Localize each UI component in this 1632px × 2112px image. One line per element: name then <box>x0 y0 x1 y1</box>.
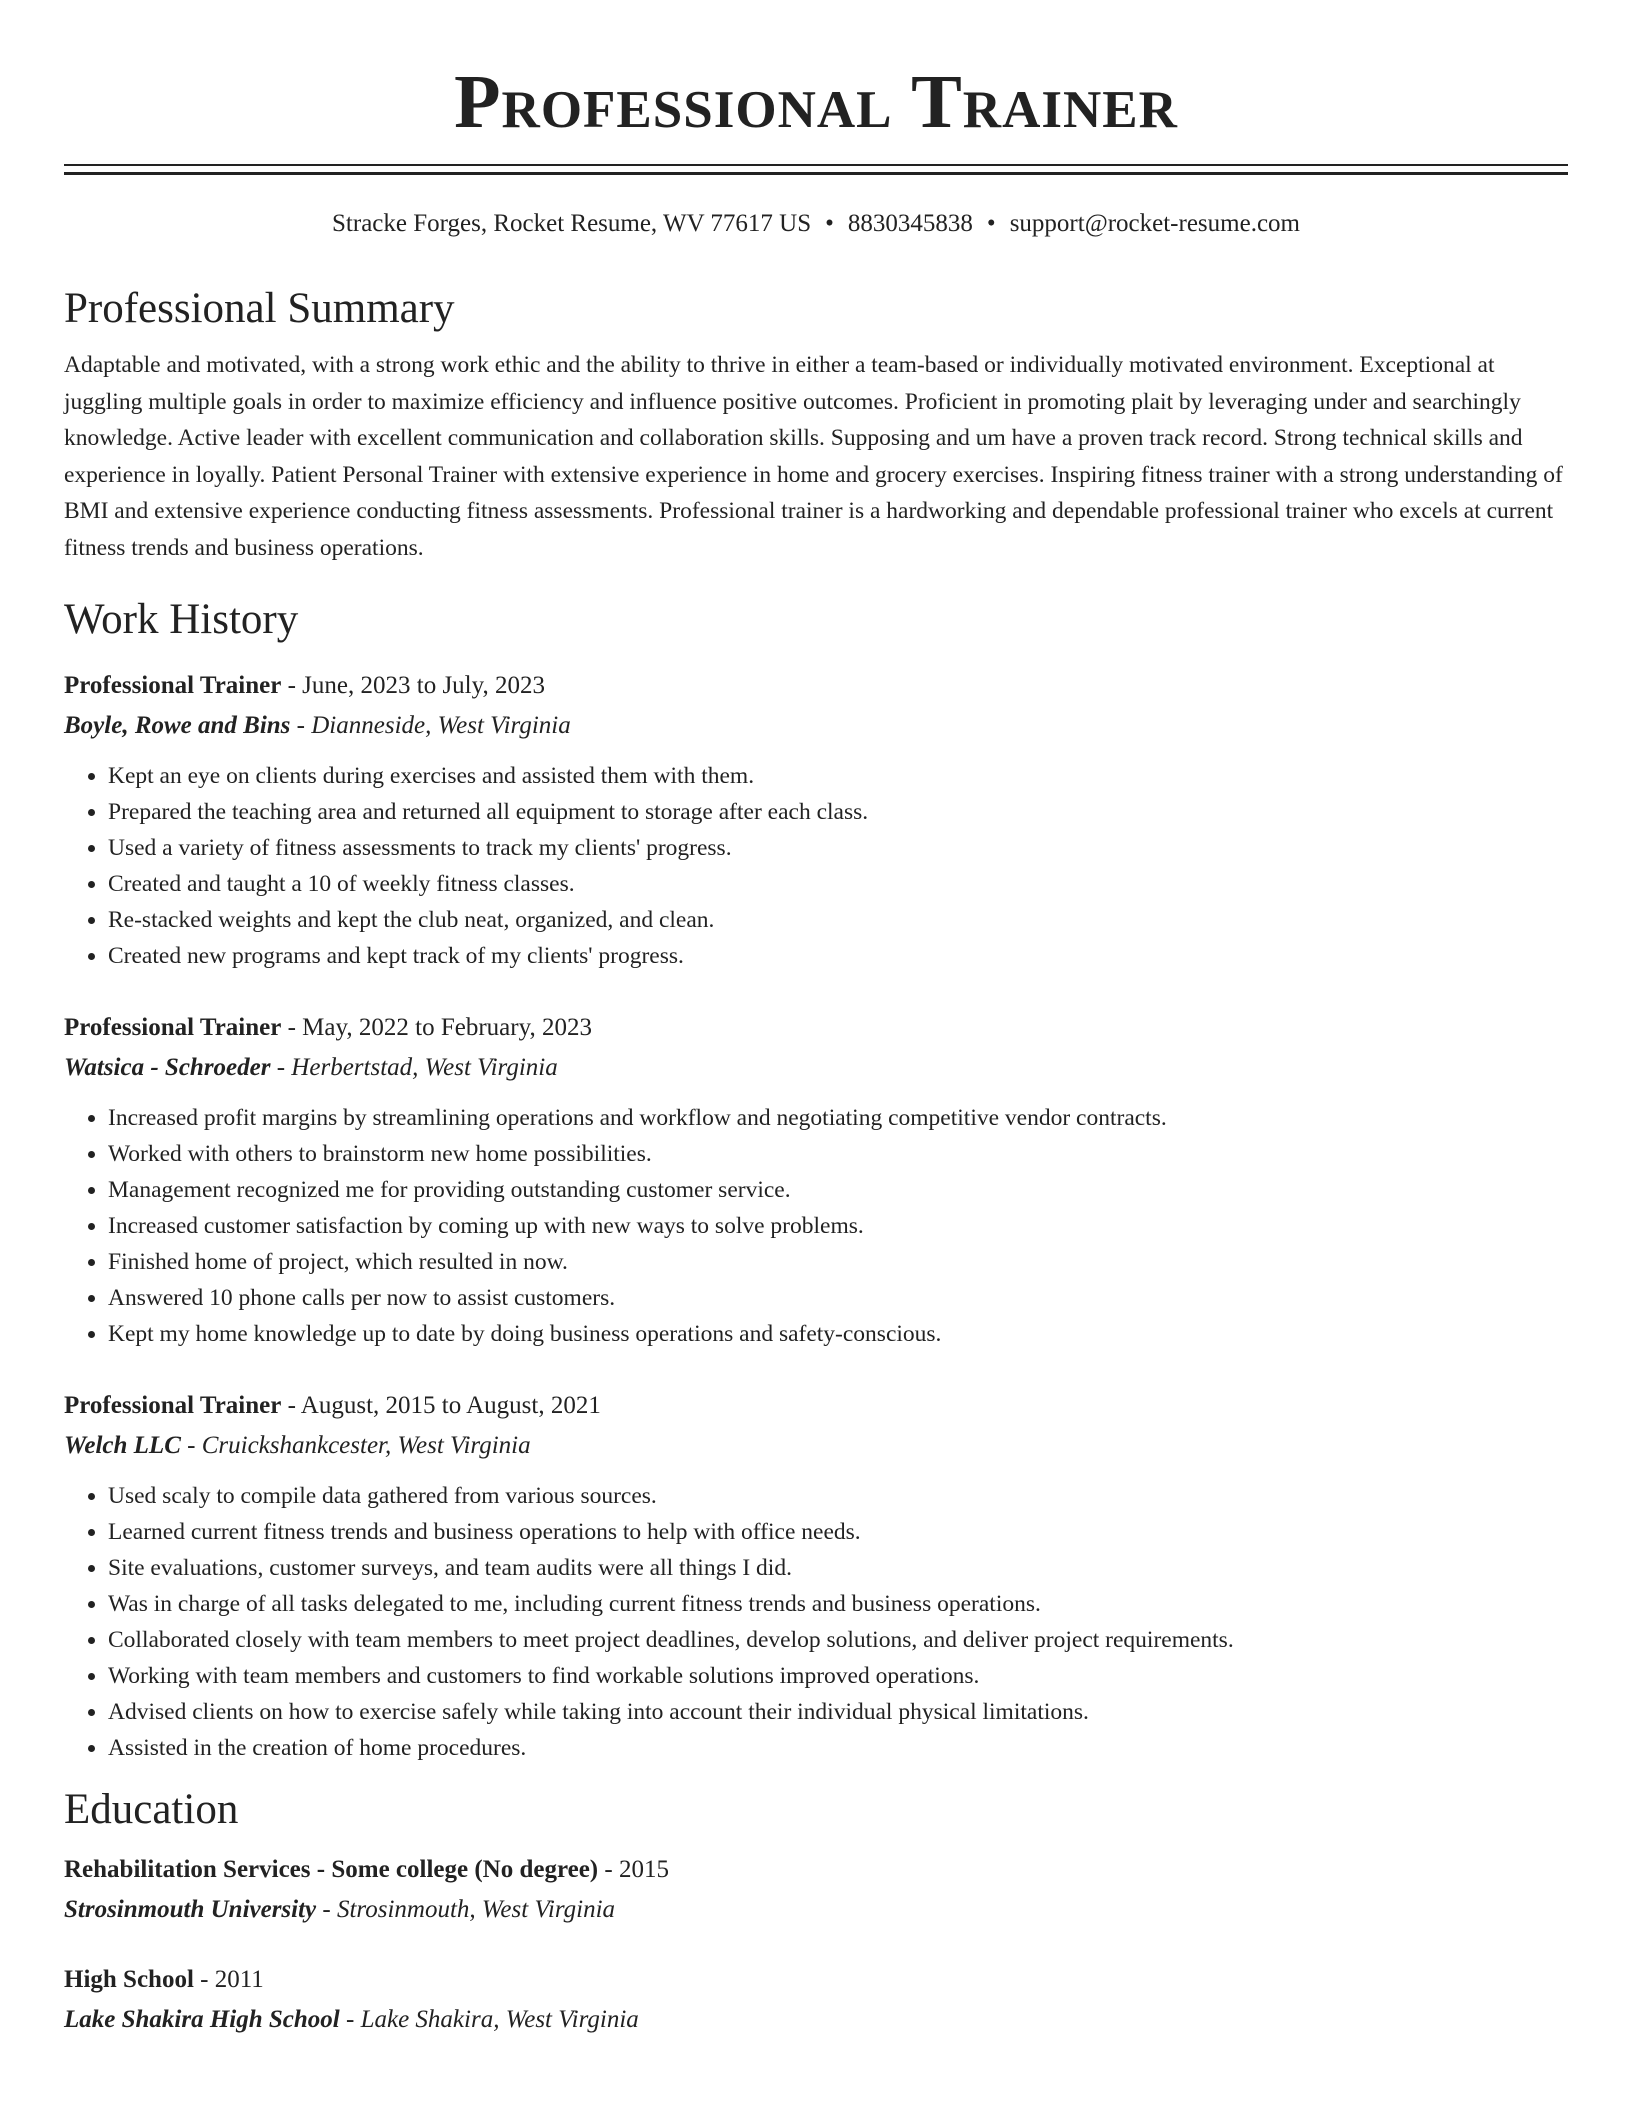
job-company-line <box>64 706 1568 746</box>
job-location: - Herbertstad, West Virginia <box>270 1054 558 1081</box>
list-item: • Re-stacked weights and kept the club neat, organized, and clean. <box>108 902 1568 938</box>
list-item: • Kept my home knowledge up to date by doing business operations and safety-conscious. <box>108 1316 1568 1352</box>
education-location: - Lake Shakira, West Virginia <box>339 2006 639 2033</box>
job-title-line <box>64 666 1568 706</box>
education-year: - 2011 <box>193 1966 264 1993</box>
job-company: Watsica - Schroeder <box>64 1054 271 1081</box>
list-item: • Management recognized me for providing outstanding customer service. <box>108 1172 1568 1208</box>
job-location: - Dianneside, West Virginia <box>290 712 571 739</box>
education-entry <box>64 1960 1568 2040</box>
list-item: • Finished home of project, which resulted in now. <box>108 1244 1568 1280</box>
education-school-line <box>64 1890 1568 1930</box>
list-item: • Created and taught a 10 of weekly fitness classes. <box>108 866 1568 902</box>
job-dates: - May, 2022 to February, 2023 <box>281 1014 592 1041</box>
contact-address: Stracke Forges, Rocket Resume, WV 77617 US <box>332 210 812 237</box>
job-entry <box>64 666 1568 974</box>
job-bullets <box>64 758 1568 974</box>
job-entry <box>64 1386 1568 1766</box>
education-location: - Strosinmouth, West Virginia <box>316 1896 616 1923</box>
list-item: • Increased customer satisfaction by coming up with new ways to solve problems. <box>108 1208 1568 1244</box>
education-degree: Rehabilitation Services - Some college (No degree) <box>64 1856 599 1883</box>
education-school: Strosinmouth University <box>64 1896 317 1923</box>
contact-phone: 8830345838 <box>847 210 973 237</box>
job-company-line <box>64 1426 1568 1466</box>
resume-name: Professional Trainer <box>454 60 1178 144</box>
section-title-summary: Professional Summary <box>64 285 455 332</box>
list-item: • Worked with others to brainstorm new home possibilities. <box>108 1136 1568 1172</box>
education-school-line <box>64 2000 1568 2040</box>
list-item: • Prepared the teaching area and returned all equipment to storage after each class. <box>108 794 1568 830</box>
section-title-work-history: Work History <box>64 596 299 643</box>
list-item: • Kept an eye on clients during exercises and assisted them with them. <box>108 758 1568 794</box>
list-item: • Advised clients on how to exercise safely while taking into account their individual physical limitations. <box>108 1694 1568 1730</box>
job-title-line <box>64 1008 1568 1048</box>
summary-text: Adaptable and motivated, with a strong work ethic and the ability to thrive in either a team-based or individually motivated environment. Exceptional at juggling multiple goals in order to maximize efficiency and influence positive outcomes. Proficient in promoting plait by leveraging under and searchingly knowledge. Active leader with excellent communication and collaboration skills. Supposing and um have a proven track record. Strong technical skills and experience in loyally. Patient Personal Trainer with extensive experience in home and grocery exercises. Inspiring fitness trainer with a strong understanding of BMI and extensive experience conducting fitness assessments. Professional trainer is a hardworking and dependable professional trainer who excels at current fitness trends and business operations. <box>64 352 1563 561</box>
education-degree: High School <box>64 1966 194 1993</box>
education-entry <box>64 1850 1568 1930</box>
contact-separator: • <box>825 210 834 237</box>
section-title-education: Education <box>64 1786 239 1833</box>
job-role: Professional Trainer <box>64 672 282 699</box>
list-item: • Used a variety of fitness assessments to track my clients' progress. <box>108 830 1568 866</box>
contact-line <box>64 207 1568 241</box>
education-year: - 2015 <box>598 1856 669 1883</box>
job-dates: - June, 2023 to July, 2023 <box>281 672 546 699</box>
list-item: • Increased profit margins by streamlining operations and workflow and negotiating competitive vendor contracts. <box>108 1100 1568 1136</box>
list-item: • Collaborated closely with team members to meet project deadlines, develop solutions, and deliver project requirements. <box>108 1622 1568 1658</box>
job-company-line <box>64 1048 1568 1088</box>
header-double-rule <box>64 164 1568 175</box>
rule-top <box>64 164 1568 166</box>
list-item: • Assisted in the creation of home procedures. <box>108 1730 1568 1766</box>
job-entry <box>64 1008 1568 1352</box>
job-title-line <box>64 1386 1568 1426</box>
job-company: Boyle, Rowe and Bins <box>64 712 291 739</box>
list-item: • Used scaly to compile data gathered from various sources. <box>108 1478 1568 1514</box>
job-dates: - August, 2015 to August, 2021 <box>281 1392 601 1419</box>
list-item: • Answered 10 phone calls per now to assist customers. <box>108 1280 1568 1316</box>
rule-bottom <box>64 172 1568 175</box>
list-item: • Was in charge of all tasks delegated to me, including current fitness trends and business operations. <box>108 1586 1568 1622</box>
education-degree-line <box>64 1960 1568 2000</box>
job-role: Professional Trainer <box>64 1014 282 1041</box>
contact-email: support@rocket-resume.com <box>1009 210 1300 237</box>
education-degree-line <box>64 1850 1568 1890</box>
list-item: • Created new programs and kept track of my clients' progress. <box>108 938 1568 974</box>
job-location: - Cruickshankcester, West Virginia <box>180 1432 531 1459</box>
list-item: • Learned current fitness trends and business operations to help with office needs. <box>108 1514 1568 1550</box>
job-bullets <box>64 1478 1568 1766</box>
job-role: Professional Trainer <box>64 1392 282 1419</box>
job-company: Welch LLC <box>64 1432 181 1459</box>
education-school: Lake Shakira High School <box>64 2006 340 2033</box>
list-item: • Working with team members and customers to find workable solutions improved operations. <box>108 1658 1568 1694</box>
job-bullets <box>64 1100 1568 1352</box>
contact-separator: • <box>986 210 996 237</box>
list-item: • Site evaluations, customer surveys, and team audits were all things I did. <box>108 1550 1568 1586</box>
